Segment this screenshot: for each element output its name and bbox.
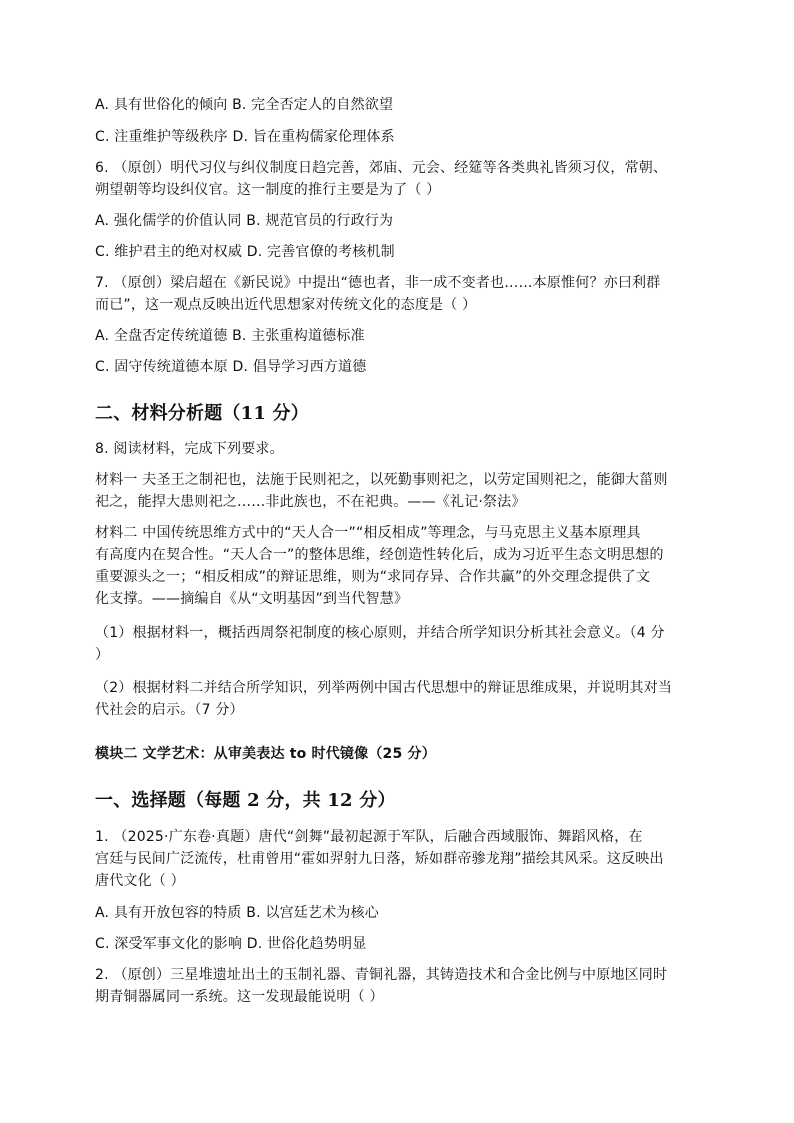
- question-2: 2. （原创）三星堆遗址出土的玉制礼器、青铜礼器，其铸造技术和合金比例与中原地区同时: [95, 967, 668, 983]
- material-1-cont: 祀之，能捍大患则祀之……非此族也，不在祀典。——《礼记·祭法》: [95, 494, 526, 510]
- question-6: 6. （原创）明代习仪与纠仪制度日趋完善，郊庙、元会、经筵等各类典礼皆须习仪，常朝、: [95, 160, 668, 176]
- material-1: 材料一 夫圣王之制祀也，法施于民则祀之，以死勤事则祀之，以劳定国则祀之，能御大菑则: [95, 472, 668, 488]
- option-line: C. 维护君主的绝对权威 D. 完善官僚的考核机制: [95, 244, 395, 260]
- question-1: 1. （2025·广东卷·真题）唐代“剑舞”最初起源于军队，后融合西域服饰、舞蹈风格，在: [95, 829, 643, 845]
- question-2-cont: 期青铜器属同一系统。这一发现最能说明（ ）: [95, 989, 384, 1005]
- module-heading: 模块二 文学艺术：从审美表达 to 时代镜像（25 分）: [95, 746, 436, 762]
- question-7: 7. （原创）梁启超在《新民说》中提出“德也者，非一成不变者也……本原惟何？亦曰利群: [95, 275, 661, 291]
- option-line: C. 固守传统道德本原 D. 倡导学习西方道德: [95, 359, 367, 375]
- option-line: A. 具有世俗化的倾向 B. 完全否定人的自然欲望: [95, 97, 394, 113]
- material-2: 材料二 中国传统思维方式中的“天人合一”“相反相成”等理念，与马克思主义基本原理具: [95, 525, 641, 541]
- option-line: A. 全盘否定传统道德 B. 主张重构道德标准: [95, 328, 365, 344]
- question-7-cont: 而已”，这一观点反映出近代思想家对传统文化的态度是（ ）: [95, 297, 477, 313]
- material-2-cont: 重要源头之一；“相反相成”的辩证思维，则为“求同存异、合作共赢”的外交理念提供了文: [95, 569, 651, 585]
- section-heading: 二、材料分析题（11 分）: [95, 403, 309, 424]
- question-1-cont: 唐代文化（ ）: [95, 873, 185, 889]
- question-8: 8. 阅读材料，完成下列要求。: [95, 441, 284, 457]
- material-2-cont: 有高度内在契合性。“天人合一”的整体思维，经创造性转化后，成为习近平生态文明思想的: [95, 547, 664, 563]
- question-6-cont: 朔望朝等均设纠仪官。这一制度的推行主要是为了（ ）: [95, 182, 441, 198]
- section-heading: 一、选择题（每题 2 分，共 12 分）: [95, 790, 396, 811]
- sub-question-2-cont: 代社会的启示。（7 分）: [95, 702, 244, 718]
- sub-question-2: （2）根据材料二并结合所学知识，列举两例中国古代思想中的辩证思维成果，并说明其对当: [95, 680, 673, 696]
- question-1-cont: 宫廷与民间广泛流传，杜甫曾用“霍如羿射九日落，矫如群帝骖龙翔”描绘其风采。这反映出: [95, 851, 664, 867]
- option-line: C. 注重维护等级秩序 D. 旨在重构儒家伦理体系: [95, 129, 395, 145]
- sub-question-1-cont: ）: [95, 647, 110, 663]
- sub-question-1: （1）根据材料一，概括西周祭祀制度的核心原则，并结合所学知识分析其社会意义。（4 分: [95, 625, 665, 641]
- option-line: C. 深受军事文化的影响 D. 世俗化趋势明显: [95, 936, 367, 952]
- option-line: A. 具有开放包容的特质 B. 以宫廷艺术为核心: [95, 905, 379, 921]
- material-2-cont: 化支撑。——摘编自《从“文明基因”到当代智慧》: [95, 591, 409, 607]
- option-line: A. 强化儒学的价值认同 B. 规范官员的行政行为: [95, 213, 394, 229]
